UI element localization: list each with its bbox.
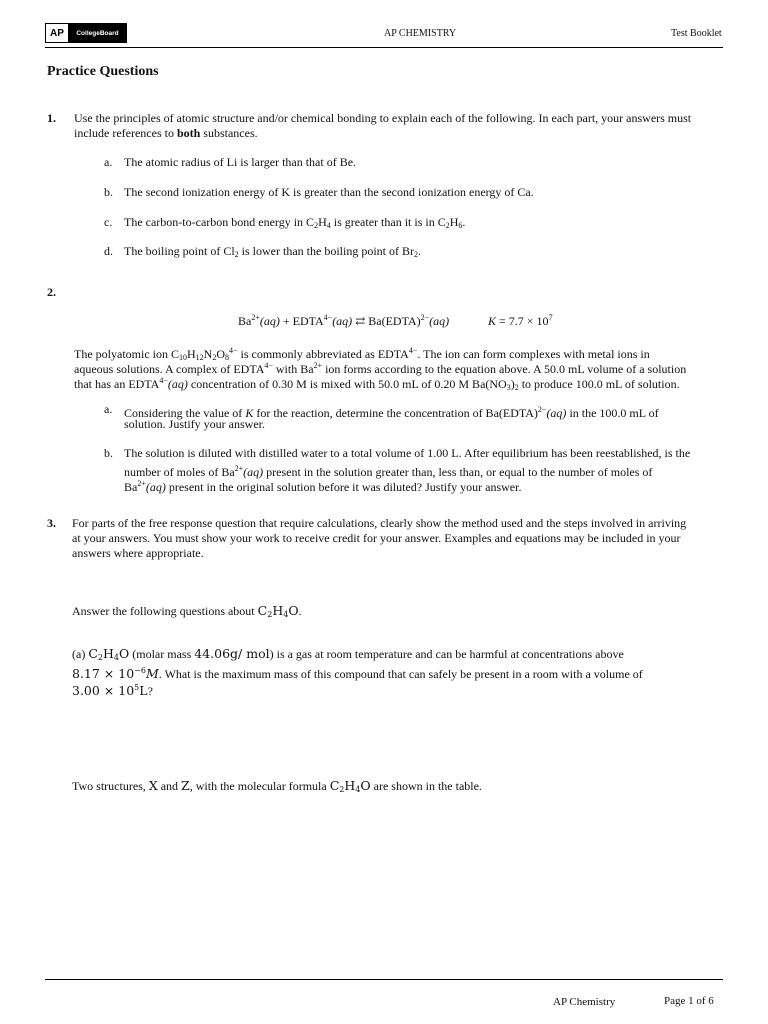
footer-divider — [45, 979, 723, 980]
header-subject: AP CHEMISTRY — [384, 28, 457, 39]
q1-item-c-letter: c. — [104, 215, 113, 229]
q3-structures-intro: Two structures, X and Z, with the molecular formula $C_2H_4O$ are shown in the table. — [72, 778, 482, 794]
ap-collegeboard-logo — [45, 23, 127, 43]
q2-item-a-line2: solution. Justify your answer. — [124, 417, 265, 431]
q3-instructions-line3: answers where appropriate. — [72, 546, 204, 560]
footer-page-number: Page 1 of 6 — [664, 995, 714, 1007]
q2-paragraph-line3: that has an $EDTA^{4-}(aq)$ concentration of 0.30 M is mixed with 50.0 mL of 0.20 M $Ba(NO_3)_2$ to produce 100.0 mL of solution. — [74, 376, 680, 392]
header-divider — [45, 47, 723, 48]
q1-item-b-text: The second ionization energy of K is greater than the second ionization energy of Ca. — [124, 185, 534, 199]
q1-item-a-text: The atomic radius of Li is larger than that of Be. — [124, 155, 357, 169]
q2-item-a-line1: Considering the value of K for the reaction, determine the concentration of Ba(EDTA)$^{2-}$(aq) in the 100.0 mL of — [124, 405, 659, 420]
q1-item-d-text: The boiling point of $Cl_2$ is lower than the boiling point of $Br_2$. — [124, 244, 421, 259]
q2-item-b-letter: b. — [104, 446, 113, 460]
question-1-intro-line2: include references to both substances. — [74, 126, 258, 140]
question-1-intro-line1: Use the principles of atomic structure and/or chemical bonding to explain each of the following. In each part, your answers must — [74, 111, 692, 125]
q2-item-b-line2: number of moles of $Ba^{2+}(aq)$ present in the solution greater than, less than, or equal to the number of moles of — [124, 464, 653, 479]
page-title: Practice Questions — [47, 64, 159, 79]
question-3-number: 3. — [47, 516, 56, 530]
q3-part-a-line3: $3.00 \times 10^5L$? — [72, 683, 153, 698]
q2-paragraph-line2: aqueous solutions. A complex of $EDTA^{4-}$ with $Ba^{2+}$ ion forms according to the equation above. A 50.0 mL volume of a solution — [74, 361, 687, 376]
q3-part-a-line2: $8.17 \times 10^{-6}M$. What is the maximum mass of this compound that can safely be present in a room with a volume of — [72, 666, 643, 681]
q2-item-a-letter: a. — [104, 402, 113, 416]
q1-item-a-letter: a. — [104, 155, 113, 169]
ap-logo-text: AP — [46, 24, 69, 42]
q3-instructions-line2: at your answers. You must show your work to receive credit for your answer. Examples and equations may be included in your — [72, 531, 681, 545]
q1-item-b-letter: b. — [104, 185, 113, 199]
q2-item-b-line3: $Ba^{2+}(aq)$ present in the original solution before it was diluted? Justify your answer. — [124, 479, 522, 494]
equilibrium-constant: $K = 7.7 \times 10^7$ — [488, 313, 553, 328]
q1-item-d-letter: d. — [104, 244, 113, 258]
question-2-number: 2. — [47, 285, 56, 299]
collegeboard-logo-text: CollegeBoard — [69, 24, 126, 42]
q3-part-a-line1: (a) $C_2H_4O$ (molar mass 44.06g/ mol) is a gas at room temperature and can be harmful at concentrations above — [72, 646, 624, 662]
footer-subject: AP Chemistry — [553, 996, 616, 1008]
q3-prompt: Answer the following questions about $C_2H_4O$. — [72, 603, 302, 619]
equilibrium-equation: $Ba^{2+}(aq)$ + $EDTA^{4-}(aq)$ ⇄ Ba(EDTA)$^{2-}$(aq) — [238, 313, 450, 328]
q2-paragraph-line1: The polyatomic ion $C_{10}H_{12}N_2O_8^{4-}$ is commonly abbreviated as $EDTA^{4-}$. The ion can form complexes with metal ions in — [74, 346, 650, 362]
q3-instructions-line1: For parts of the free response question that require calculations, clearly show the method used and the steps involved in arriving — [72, 516, 687, 530]
question-1-number: 1. — [47, 111, 56, 125]
q1-item-c-text: The carbon-to-carbon bond energy in $C_2H_4$ is greater than it is in $C_2H_6$. — [124, 215, 466, 230]
q2-item-b-line1: The solution is diluted with distilled water to a total volume of 1.00 L. After equilibrium has been reestablished, is the — [124, 446, 691, 460]
header-booklet: Test Booklet — [671, 28, 722, 39]
